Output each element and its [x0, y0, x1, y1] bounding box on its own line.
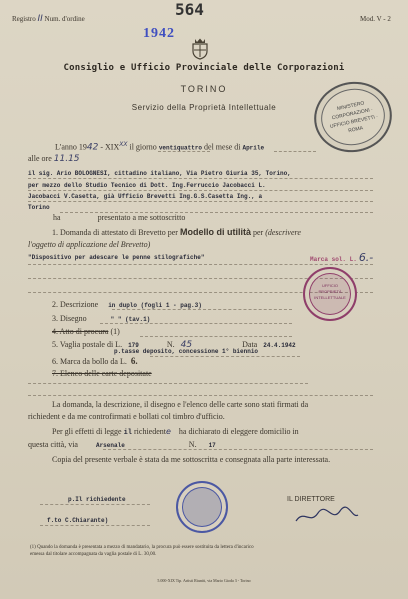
proprieta-stamp-text: UFFICIO PROPRIETÀ INTELLETTUALE	[314, 283, 346, 300]
paragraph-line-2: richiedent e da me controfirmati e bollati col timbro d'ufficio.	[28, 412, 225, 421]
paragraph-line-1: La domanda, la descrizione, il disegno e l'elenco delle carte sono stati firmati da	[52, 400, 309, 409]
service-name: Servizio della Proprietà Intellettuale	[131, 103, 277, 112]
ministry-stamp-text: MINISTERO CORPORAZIONI · UFFICIO BREVETTI · ROMA	[329, 100, 379, 135]
month-typed: Aprile	[242, 144, 265, 152]
applicant-line-1: il sig. Ario BOLOGNESI, cittadino italiano, Via Pietro Giuria 35, Torino,	[28, 170, 291, 177]
year-stamp: 1942	[143, 26, 175, 41]
paragraph-line-3: Per gli effetti di legge il richiedente ha dichiarato di eleggere domicilio in	[52, 427, 299, 437]
paragraph-line-5: Copia del presente verbale è stata da me sottoscritta e consegnata alla parte interessata.	[52, 455, 331, 464]
item-1: 1. Domanda di attestato di Brevetto per Modello di utilità per (descrivere	[52, 227, 301, 237]
footnote-line-1: (1) Quando la domanda è presentata a mezzo di mandatario, la procura può essere sostituita da lettera d'incarico	[30, 545, 254, 550]
item-4: 4. Atto di procura (1)	[52, 327, 120, 336]
institution-city: TORINO	[180, 84, 228, 94]
invention-title: "Dispositivo per adescare le penne stilografiche"	[28, 254, 205, 261]
item-6: 6. Marca da bollo da L. 6.	[52, 356, 138, 366]
signature-left-name: f.to C.Chiarante)	[47, 517, 109, 524]
applicant-line-4: Torino	[28, 204, 50, 211]
item-3: 3. Disegno " " (tav.1)	[52, 314, 151, 323]
intro-line: L'anno $1942 - XIX^{XX}$ il giorno ventiquattro del mese di Aprile	[55, 141, 265, 153]
applicant-line-2: per mezzo dello Studio Tecnico di Dott. Ing.Ferruccio Jacobacci L.	[28, 182, 266, 189]
signature-right-label: IL DIRETTORE	[287, 496, 335, 503]
marca-label: Marca sol. L. 6.-	[310, 251, 374, 264]
office-seal-stamp	[176, 481, 228, 533]
item-2: 2. Descrizione in duplo (fogli 1 - pag.3)	[52, 300, 202, 309]
item-7: 7. Elenco delle carte depositate	[52, 369, 152, 378]
crest-icon	[190, 38, 210, 60]
registro-label: Registro II Num. d'ordine	[12, 14, 85, 24]
hour-line: alle ore 11.15	[28, 154, 80, 164]
description-hint: l'oggetto di applicazione del Brevetto)	[28, 240, 151, 249]
mod-label: Mod. V - 2	[360, 15, 391, 23]
hour-handwritten: 11.15	[53, 154, 80, 164]
presentato-line: ha presentato a me sottoscritto	[53, 213, 186, 222]
proprieta-stamp	[303, 267, 357, 321]
item-5: 5. Vaglia postale di L. 179 N. 45 Data 24.4.1942	[52, 340, 296, 350]
printer-imprint: 5.000-XIX Tip. Artisti Riuniti, via Mario Gioda 3 - Torino	[157, 578, 251, 583]
registro-number: II	[37, 14, 43, 24]
institution-title: Consiglio e Ufficio Provinciale delle Corporazioni	[63, 63, 345, 73]
paragraph-line-4: questa città, via Arsenale N. 17	[28, 440, 216, 449]
footnote-line-2: emessa dal titolare accompagnata da vaglia postale di L. 30,00.	[30, 552, 157, 557]
day-typed: ventiquattro	[158, 144, 203, 152]
number-stamp: 564	[175, 0, 204, 19]
vaglia-purpose: p.tasse deposito, concessione 1° biennio	[114, 348, 259, 355]
applicant-line-3: Jacobacci V.Casetta, già Ufficio Brevetti Ing.G.S.Casetta Ing., a	[28, 193, 263, 200]
signature-left-label: p.Il richiedente	[68, 496, 126, 503]
director-signature	[292, 505, 362, 527]
